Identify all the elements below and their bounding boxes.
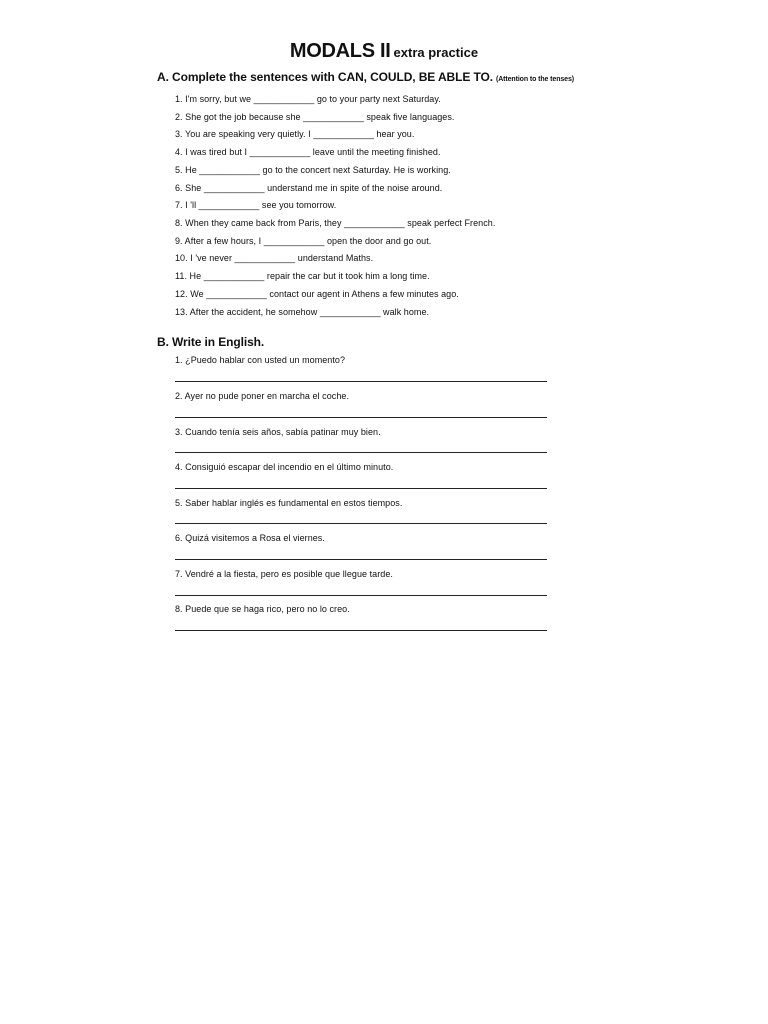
worksheet-title [0, 40, 768, 63]
answer-line-4[interactable] [175, 488, 547, 489]
exercise-a-item-13: 13. After the accident, he somehow ____________ walk home. [175, 307, 430, 317]
exercise-a-item-12: 12. We ____________ contact our agent in Athens a few minutes ago. [175, 289, 459, 299]
answer-line-6[interactable] [175, 559, 547, 560]
exercise-b-item-7: 7. Vendré a la fiesta, pero es posible que llegue tarde. [175, 569, 393, 579]
title-subtitle: extra practice [393, 45, 479, 60]
exercise-a-item-1: 1. I'm sorry, but we ____________ go to your party next Saturday. [175, 94, 441, 104]
section-a-heading [157, 70, 574, 84]
exercise-a-item-6: 6. She ____________ understand me in spite of the noise around. [175, 183, 443, 193]
exercise-a-item-5: 5. He ____________ go to the concert next Saturday. He is working. [175, 165, 451, 175]
exercise-b-item-2: 2. Ayer no pude poner en marcha el coche. [175, 391, 349, 401]
exercise-a-item-10: 10. I 've never ____________ understand Maths. [175, 253, 374, 263]
title-main: MODALS II [289, 40, 391, 62]
exercise-b-item-8: 8. Puede que se haga rico, pero no lo creo. [175, 604, 350, 614]
exercise-a-item-9: 9. After a few hours, I ____________ open the door and go out. [175, 236, 432, 246]
exercise-a-item-3: 3. You are speaking very quietly. I ____________ hear you. [175, 129, 415, 139]
exercise-a-item-2: 2. She got the job because she ____________ speak five languages. [175, 112, 455, 122]
exercise-b-item-4: 4. Consiguió escapar del incendio en el último minuto. [175, 462, 394, 472]
exercise-b-item-6: 6. Quizá visitemos a Rosa el viernes. [175, 533, 325, 543]
answer-line-1[interactable] [175, 381, 547, 382]
exercise-a-item-11: 11. He ____________ repair the car but it took him a long time. [175, 271, 430, 281]
exercise-b-item-3: 3. Cuando tenía seis años, sabía patinar muy bien. [175, 427, 381, 437]
answer-line-3[interactable] [175, 452, 547, 453]
exercise-b-item-5: 5. Saber hablar inglés es fundamental en estos tiempos. [175, 498, 403, 508]
answer-line-2[interactable] [175, 417, 547, 418]
section-b-heading: B. Write in English. [157, 335, 265, 349]
section-a-note: (Attention to the tenses) [495, 76, 574, 83]
answer-line-8[interactable] [175, 630, 547, 631]
section-a-heading-text: A. Complete the sentences with CAN, COULD, BE ABLE TO. [157, 70, 493, 84]
exercise-b-item-1: 1. ¿Puedo hablar con usted un momento? [175, 355, 346, 365]
answer-line-5[interactable] [175, 523, 547, 524]
exercise-a-item-7: 7. I 'll ____________ see you tomorrow. [175, 200, 337, 210]
answer-line-7[interactable] [175, 595, 547, 596]
exercise-a-item-8: 8. When they came back from Paris, they ____________ speak perfect French. [175, 218, 496, 228]
exercise-a-item-4: 4. I was tired but I ____________ leave until the meeting finished. [175, 147, 441, 157]
